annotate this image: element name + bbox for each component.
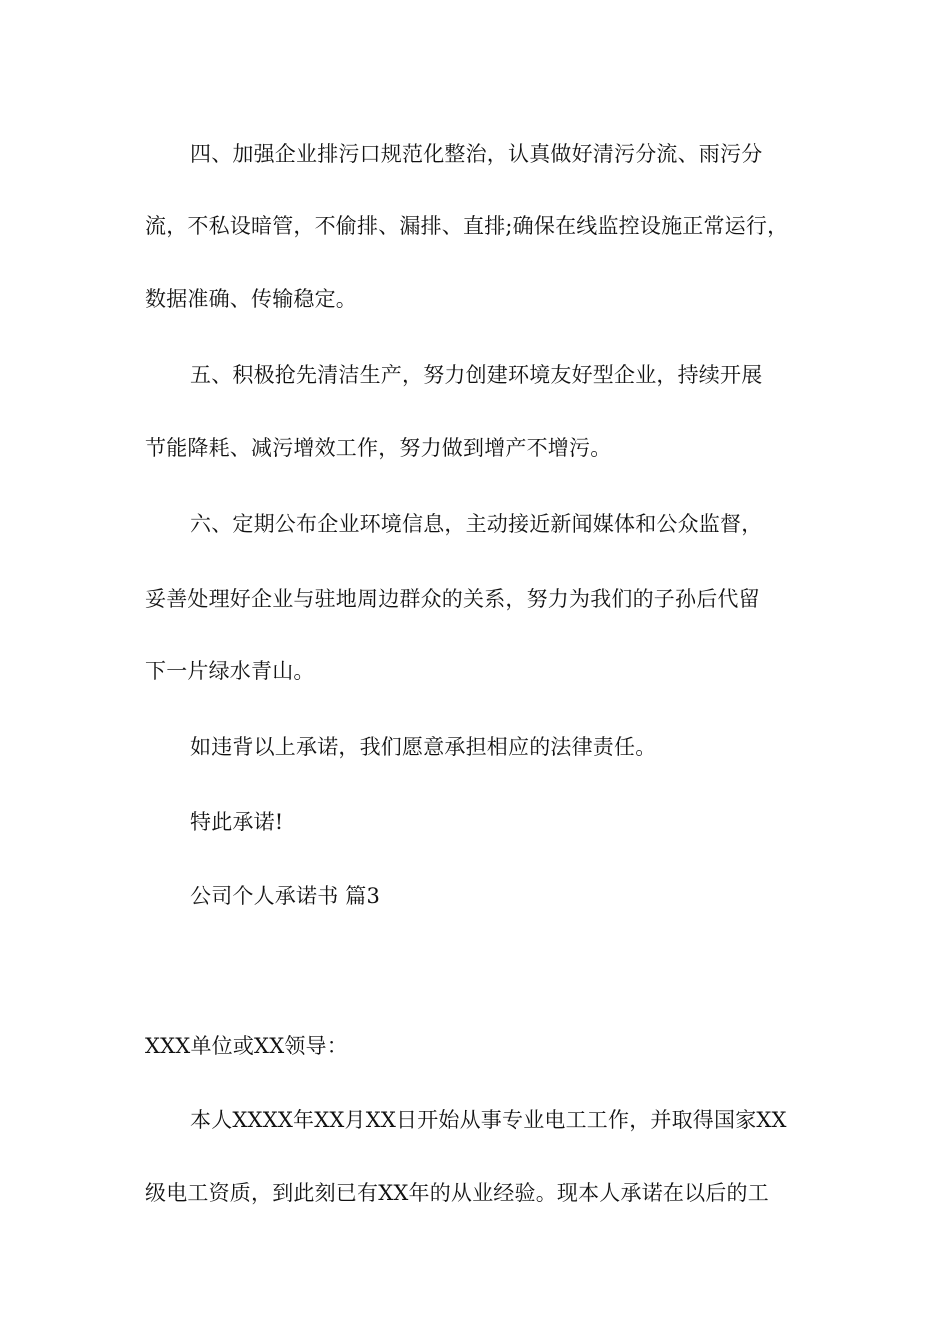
closing-statement: 特此承诺! (190, 810, 284, 834)
paragraph-5-line-1: 五、积极抢先清洁生产，努力创建环境友好型企业，持续开展 (190, 363, 763, 387)
paragraph-4-line-2: 流，不私设暗管，不偷排、漏排、直排;确保在线监控设施正常运行， (145, 214, 789, 238)
body-line-2: 级电工资质，到此刻已有XX年的从业经验。现本人承诺在以后的工 (145, 1181, 769, 1205)
paragraph-5-line-2: 节能降耗、减污增效工作，努力做到增产不增污。 (145, 436, 612, 460)
body-line-1: 本人XXXX年XX月XX日开始从事专业电工工作，并取得国家XX (190, 1108, 787, 1132)
paragraph-6-line-1: 六、定期公布企业环境信息，主动接近新闻媒体和公众监督， (190, 512, 763, 536)
paragraph-4-line-3: 数据准确、传输稳定。 (145, 287, 357, 311)
section-title: 公司个人承诺书 篇3 (190, 884, 381, 908)
salutation: XXX单位或XX领导： (145, 1034, 348, 1058)
paragraph-6-line-2: 妥善处理好企业与驻地周边群众的关系，努力为我们的子孙后代留 (145, 587, 760, 611)
violation-statement: 如违背以上承诺，我们愿意承担相应的法律责任。 (190, 735, 657, 759)
paragraph-6-line-3: 下一片绿水青山。 (145, 659, 315, 683)
paragraph-4-line-1: 四、加强企业排污口规范化整治，认真做好清污分流、雨污分 (190, 142, 763, 166)
